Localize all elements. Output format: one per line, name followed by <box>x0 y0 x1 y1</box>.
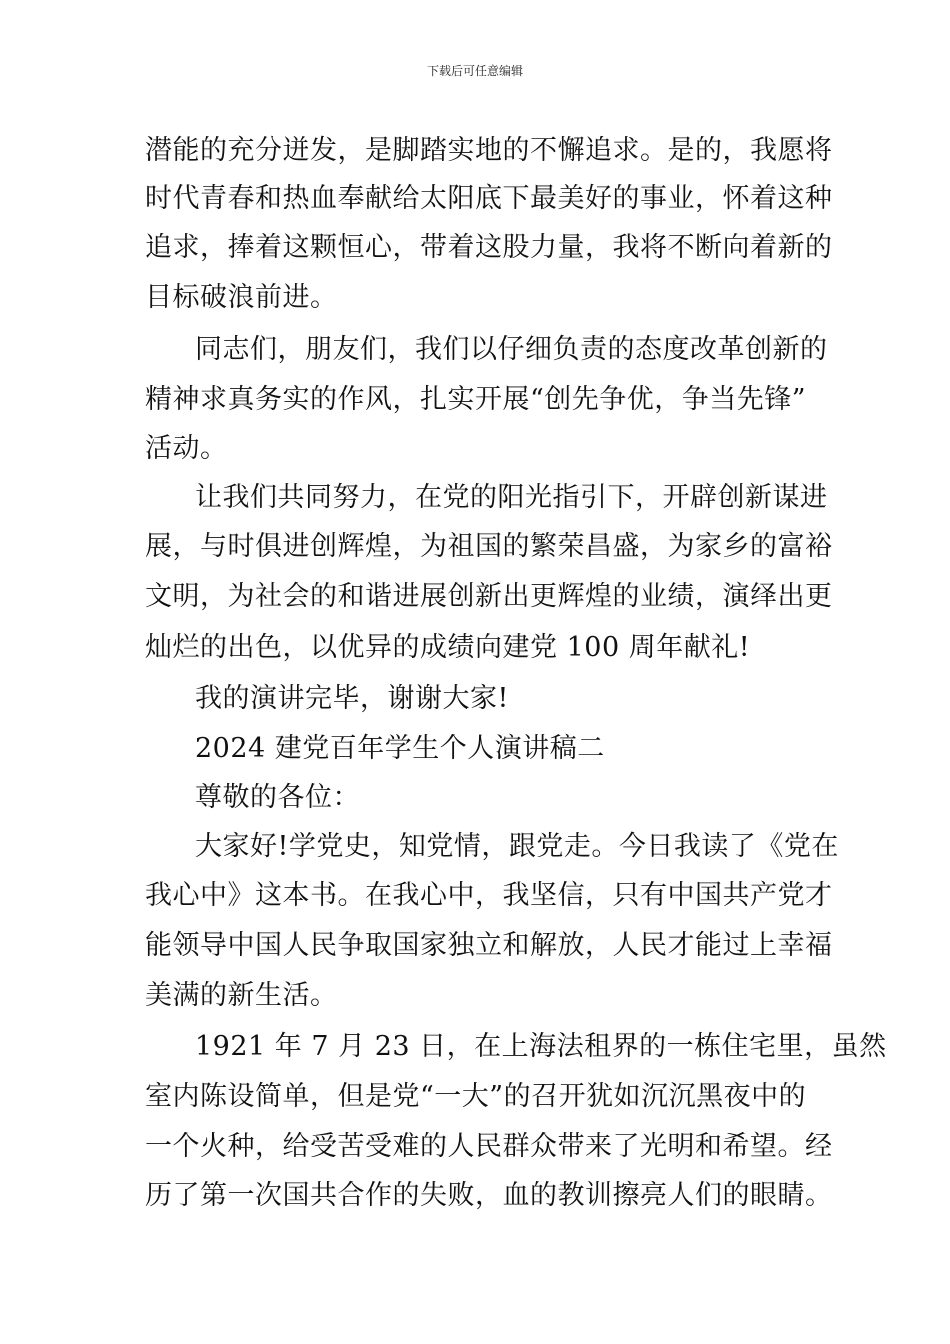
text-line: 室内陈设简单，但是党“一大”的召开犹如沉沉黑夜中的 <box>145 1081 807 1112</box>
text-line: 我心中》这本书。在我心中，我坚信，只有中国共产党才 <box>145 880 833 911</box>
text-line: 灿烂的出色，以优异的成绩向建党 100 周年献礼! <box>145 632 751 663</box>
paragraph-start-line: 大家好!学党史，知党情，跟党走。今日我读了《党在 <box>195 831 839 862</box>
text-line: 潜能的充分迸发，是脚踏实地的不懈追求。是的，我愿将 <box>145 135 833 166</box>
salutation: 尊敬的各位： <box>195 782 360 813</box>
text-line: 一个火种，给受苦受难的人民群众带来了光明和希望。经 <box>145 1131 833 1162</box>
paragraph-start-line: 我的演讲完毕，谢谢大家! <box>195 683 509 714</box>
paragraph-start-line: 1921 年 7 月 23 日，在上海法租界的一栋住宅里，虽然 <box>195 1031 887 1062</box>
text-line: 能领导中国人民争取国家独立和解放，人民才能过上幸福 <box>145 930 833 961</box>
text-line: 目标破浪前进。 <box>145 282 338 313</box>
text-line: 文明，为社会的和谐进展创新出更辉煌的业绩，演绎出更 <box>145 581 833 612</box>
text-line: 展，与时俱进创辉煌，为祖国的繁荣昌盛，为家乡的富裕 <box>145 531 833 562</box>
text-line: 时代青春和热血奉献给太阳底下最美好的事业，怀着这种 <box>145 183 833 214</box>
text-line: 活动。 <box>145 433 228 464</box>
text-line: 精神求真务实的作风，扎实开展“创先争优，争当先锋” <box>145 384 807 415</box>
paragraph-start-line: 让我们共同努力，在党的阳光指引下，开辟创新谋进 <box>195 482 828 513</box>
text-line: 美满的新生活。 <box>145 980 338 1011</box>
text-line: 历了第一次国共合作的失败，血的教训擦亮人们的眼睛。 <box>145 1180 833 1211</box>
paragraph-start-line: 同志们，朋友们，我们以仔细负责的态度改革创新的 <box>195 334 828 365</box>
page-header: 下载后可任意编辑 <box>426 64 523 78</box>
text-line: 追求，捧着这颗恒心，带着这股力量，我将不断向着新的 <box>145 232 833 263</box>
section-title: 2024 建党百年学生个人演讲稿二 <box>195 733 605 764</box>
